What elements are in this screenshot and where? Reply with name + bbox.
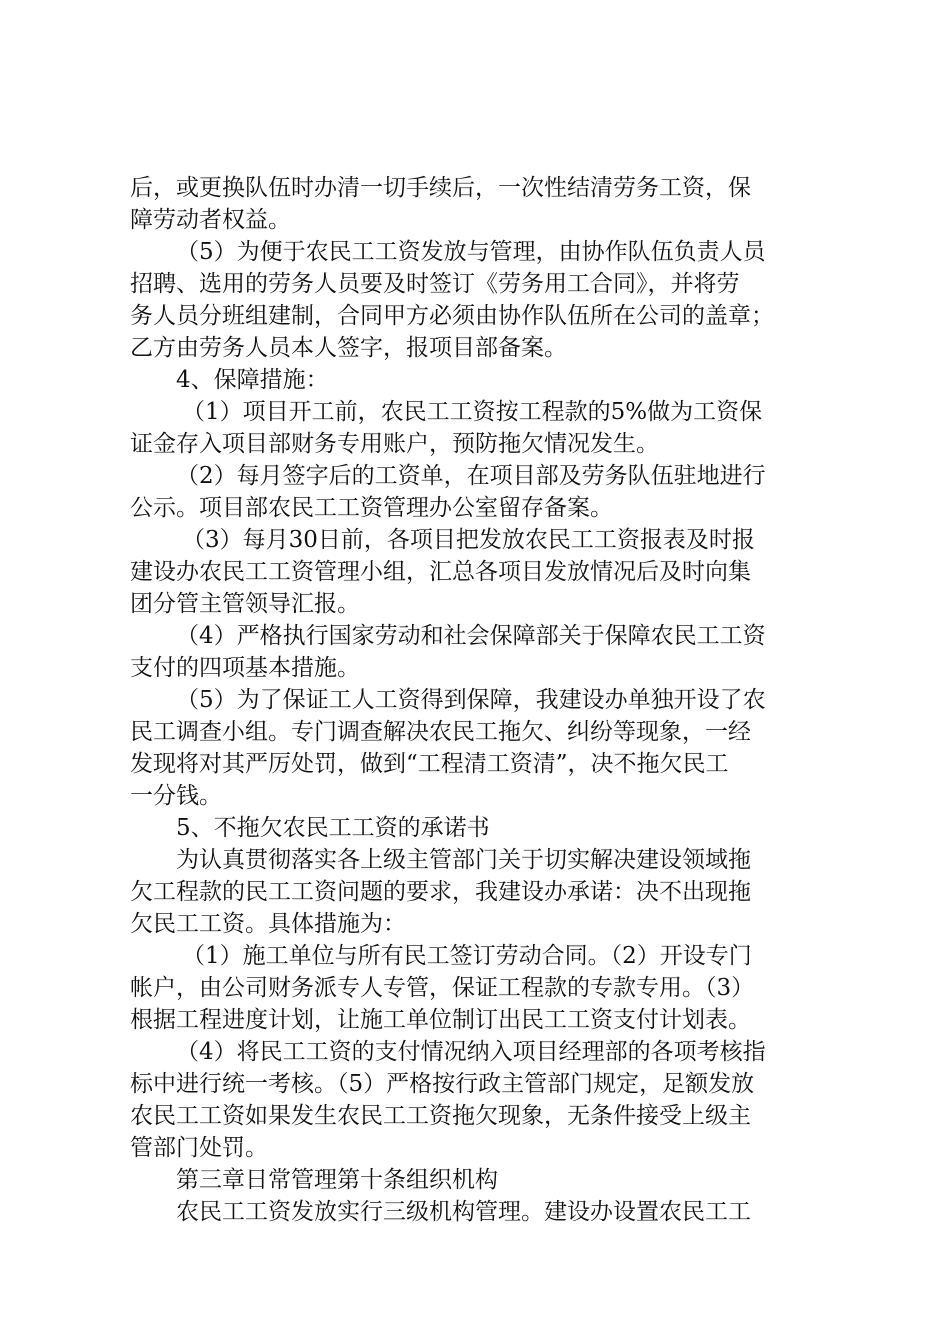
- text-line: 团分管主管领导汇报。: [130, 591, 360, 617]
- text-line: 管部门处罚。: [130, 1135, 268, 1161]
- text-line: 支付的四项基本措施。: [130, 655, 360, 681]
- text-line: 根据工程进度计划，让施工单位制订出民工工资支付计划表。: [130, 1007, 751, 1033]
- text-line: 障劳动者权益。: [130, 207, 291, 233]
- text-line: （1）项目开工前，农民工工资按工程款的5%做为工资保: [182, 399, 763, 425]
- text-line: （5）为便于农民工工资发放与管理，由协作队伍负责人员: [176, 239, 766, 265]
- text-line: （2）每月签字后的工资单，在项目部及劳务队伍驻地进行: [176, 463, 766, 489]
- text-line: 招聘、选用的劳务人员要及时签订《劳务用工合同》，并将劳: [130, 271, 740, 297]
- text-line: 证金存入项目部财务专用账户，预防拖欠情况发生。: [130, 431, 659, 457]
- section-heading: 4、保障措施：: [176, 367, 329, 393]
- document-body: [130, 172, 830, 1228]
- text-line: 建设办农民工工资管理小组，汇总各项目发放情况后及时向集: [130, 559, 751, 585]
- text-line: 欠工程款的民工工资问题的要求，我建设办承诺：决不出现拖: [130, 879, 751, 905]
- text-line: （4）严格执行国家劳动和社会保障部关于保障农民工工资: [176, 623, 766, 649]
- text-line: 标中进行统一考核。（5）严格按行政主管部门规定，足额发放: [130, 1071, 755, 1097]
- text-line: 农民工工资发放实行三级机构管理。建设办设置农民工工: [176, 1199, 751, 1225]
- section-heading: 5、不拖欠农民工工资的承诺书: [176, 815, 490, 841]
- text-line: 发现将对其严厉处罚，做到“工程清工资清”，决不拖欠民工: [130, 751, 729, 777]
- text-line: 乙方由劳务人员本人签字，报项目部备案。: [130, 335, 567, 361]
- chapter-heading: 第三章日常管理第十条组织机构: [176, 1167, 498, 1193]
- text-line: 为认真贯彻落实各上级主管部门关于切实解决建设领域拖: [176, 847, 751, 873]
- text-line: 农民工工资如果发生农民工工资拖欠现象，无条件接受上级主: [130, 1103, 751, 1129]
- text-line: 务人员分班组建制，合同甲方必须由协作队伍所在公司的盖章；: [130, 303, 774, 329]
- text-line: （4）将民工工资的支付情况纳入项目经理部的各项考核指: [176, 1039, 766, 1065]
- text-line: 民工调查小组。专门调查解决农民工拖欠、纠纷等现象，一经: [130, 719, 751, 745]
- text-line: 欠民工工资。具体措施为：: [130, 911, 406, 937]
- text-line: 帐户，由公司财务派专人专管，保证工程款的专款专用。（3）: [130, 975, 755, 1001]
- text-line: 一分钱。: [130, 783, 222, 809]
- text-line: （1）施工单位与所有民工签订劳动合同。（2）开设专门: [182, 943, 752, 969]
- text-line: （3）每月30日前，各项目把发放农民工工资报表及时报: [182, 527, 755, 553]
- text-line: （5）为了保证工人工资得到保障，我建设办单独开设了农: [176, 687, 766, 713]
- text-line: 后，或更换队伍时办清一切手续后，一次性结清劳务工资，保: [130, 175, 751, 201]
- text-line: 公示。项目部农民工工资管理办公室留存备案。: [130, 495, 613, 521]
